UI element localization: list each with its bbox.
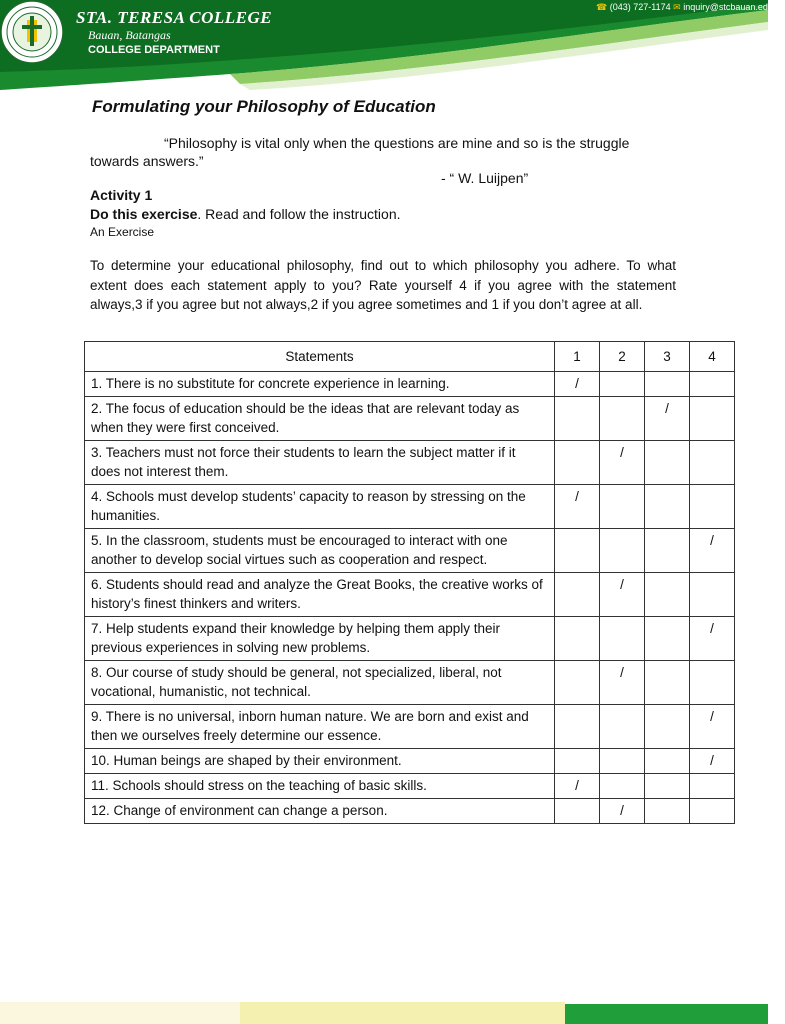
rating-cell-1[interactable]: [555, 799, 600, 824]
statement-cell: 7. Help students expand their knowledge by helping them apply their previous experiences in solving new problems.: [85, 617, 555, 661]
check-mark: /: [710, 709, 714, 724]
rating-cell-3[interactable]: [645, 372, 690, 397]
check-mark: /: [710, 533, 714, 548]
rating-cell-4[interactable]: [690, 372, 735, 397]
rating-cell-1[interactable]: [555, 774, 600, 799]
footer-strip: [0, 1002, 768, 1024]
phone-icon: ☎: [596, 2, 608, 12]
activity-heading: Activity 1: [90, 187, 153, 203]
header-rating-3: 3: [645, 342, 690, 372]
check-mark: /: [710, 621, 714, 636]
statement-cell: 3. Teachers must not force their students to learn the subject matter if it does not interest them.: [85, 441, 555, 485]
rating-cell-3[interactable]: [645, 774, 690, 799]
college-name: STA. TERESA COLLEGE: [76, 8, 273, 27]
quote: “Philosophy is vital only when the questions are mine and so is the struggle towards answers.”: [90, 135, 630, 169]
table-header-row: [85, 342, 735, 372]
rating-cell-4[interactable]: [690, 441, 735, 485]
rating-cell-1[interactable]: [555, 661, 600, 705]
header-rating-2: 2: [600, 342, 645, 372]
header-rating-1: 1: [555, 342, 600, 372]
rating-cell-4[interactable]: [690, 661, 735, 705]
email-icon: ✉: [673, 2, 681, 12]
statement-cell: 10. Human beings are shaped by their environment.: [85, 749, 555, 774]
check-mark: /: [665, 401, 669, 416]
rating-cell-2[interactable]: [600, 749, 645, 774]
rating-cell-4[interactable]: [690, 749, 735, 774]
statement-cell: 6. Students should read and analyze the Great Books, the creative works of history’s finest thinkers and writers.: [85, 573, 555, 617]
rating-cell-2[interactable]: [600, 774, 645, 799]
statement-cell: 9. There is no universal, inborn human nature. We are born and exist and then we ourselves freely determine our essence.: [85, 705, 555, 749]
rating-cell-3[interactable]: [645, 529, 690, 573]
check-mark: /: [575, 489, 579, 504]
rating-cell-3[interactable]: [645, 485, 690, 529]
email-address: inquiry@stcbauan.edu.ph: [683, 2, 785, 12]
footer-band-yellow: [240, 1002, 565, 1024]
instruction-paragraph: To determine your educational philosophy, find out to which philosophy you adhere. To what extent does each statement apply to you? Rate yourself 4 if you agree with the statement always,3 if you agree but not always,2 if you agree sometimes and 1 if you don’t agree at all.: [90, 258, 676, 312]
phone-number: (043) 727-1174: [609, 2, 671, 12]
rating-table: [84, 341, 735, 824]
rating-cell-1[interactable]: [555, 372, 600, 397]
rating-cell-2[interactable]: [600, 485, 645, 529]
rating-cell-2[interactable]: [600, 529, 645, 573]
statement-cell: 4. Schools must develop students’ capacity to reason by stressing on the humanities.: [85, 485, 555, 529]
header-statements: Statements: [85, 342, 555, 372]
header-rating-4: 4: [690, 342, 735, 372]
table-row: [85, 774, 735, 799]
table-row: [85, 573, 735, 617]
instruction-rest: . Read and follow the instruction.: [197, 206, 401, 222]
rating-cell-2[interactable]: [600, 372, 645, 397]
rating-cell-3[interactable]: [645, 617, 690, 661]
college-department: COLLEGE DEPARTMENT: [88, 44, 220, 56]
table-row: [85, 749, 735, 774]
rating-cell-2[interactable]: [600, 573, 645, 617]
table-row: [85, 372, 735, 397]
statement-cell: 5. In the classroom, students must be encouraged to interact with one another to develop social virtues such as cooperation and respect.: [85, 529, 555, 573]
rating-cell-3[interactable]: [645, 397, 690, 441]
footer-band-green: [565, 1004, 768, 1024]
rating-cell-1[interactable]: [555, 705, 600, 749]
document-title: Formulating your Philosophy of Education: [92, 97, 436, 116]
statement-cell: 12. Change of environment can change a person.: [85, 799, 555, 824]
table-row: [85, 661, 735, 705]
table-row: [85, 617, 735, 661]
contact-info: [596, 2, 785, 13]
table-row: [85, 799, 735, 824]
check-mark: /: [575, 376, 579, 391]
rating-cell-2[interactable]: [600, 661, 645, 705]
rating-cell-3[interactable]: [645, 441, 690, 485]
check-mark: /: [710, 753, 714, 768]
rating-cell-2[interactable]: [600, 397, 645, 441]
table-row: [85, 441, 735, 485]
rating-cell-1[interactable]: [555, 617, 600, 661]
rating-cell-1[interactable]: [555, 441, 600, 485]
rating-cell-1[interactable]: [555, 749, 600, 774]
rating-cell-3[interactable]: [645, 573, 690, 617]
rating-cell-4[interactable]: [690, 573, 735, 617]
letterhead: [0, 0, 785, 92]
rating-cell-4[interactable]: [690, 485, 735, 529]
rating-cell-2[interactable]: [600, 705, 645, 749]
instruction-bold: Do this exercise: [90, 206, 198, 222]
rating-cell-3[interactable]: [645, 705, 690, 749]
table-row: [85, 529, 735, 573]
footer-band-light: [0, 1002, 240, 1024]
table-body: [85, 372, 735, 824]
rating-cell-4[interactable]: [690, 774, 735, 799]
check-mark: /: [620, 445, 624, 460]
rating-cell-1[interactable]: [555, 397, 600, 441]
rating-cell-3[interactable]: [645, 749, 690, 774]
table-row: [85, 485, 735, 529]
college-location: Bauan, Batangas: [88, 28, 171, 42]
table-row: [85, 705, 735, 749]
exercise-subheading: An Exercise: [90, 225, 155, 239]
check-mark: /: [620, 665, 624, 680]
rating-cell-4[interactable]: [690, 617, 735, 661]
instruction: [90, 206, 401, 222]
rating-cell-4[interactable]: [690, 799, 735, 824]
check-mark: /: [620, 803, 624, 818]
rating-cell-1[interactable]: [555, 485, 600, 529]
rating-cell-4[interactable]: [690, 397, 735, 441]
rating-cell-2[interactable]: [600, 617, 645, 661]
quote-author: - “ W. Luijpen”: [441, 170, 529, 186]
rating-cell-3[interactable]: [645, 799, 690, 824]
rating-cell-1[interactable]: [555, 529, 600, 573]
rating-cell-2[interactable]: [600, 441, 645, 485]
check-mark: /: [575, 778, 579, 793]
rating-cell-4[interactable]: [690, 529, 735, 573]
check-mark: /: [620, 577, 624, 592]
statement-cell: 1. There is no substitute for concrete experience in learning.: [85, 372, 555, 397]
rating-cell-4[interactable]: [690, 705, 735, 749]
statement-cell: 11. Schools should stress on the teaching of basic skills.: [85, 774, 555, 799]
statement-cell: 2. The focus of education should be the ideas that are relevant today as when they were first conceived.: [85, 397, 555, 441]
rating-cell-2[interactable]: [600, 799, 645, 824]
statement-cell: 8. Our course of study should be general, not specialized, liberal, not vocational, humanistic, not technical.: [85, 661, 555, 705]
college-seal-icon: [0, 0, 64, 64]
table-row: [85, 397, 735, 441]
rating-cell-1[interactable]: [555, 573, 600, 617]
rating-cell-3[interactable]: [645, 661, 690, 705]
